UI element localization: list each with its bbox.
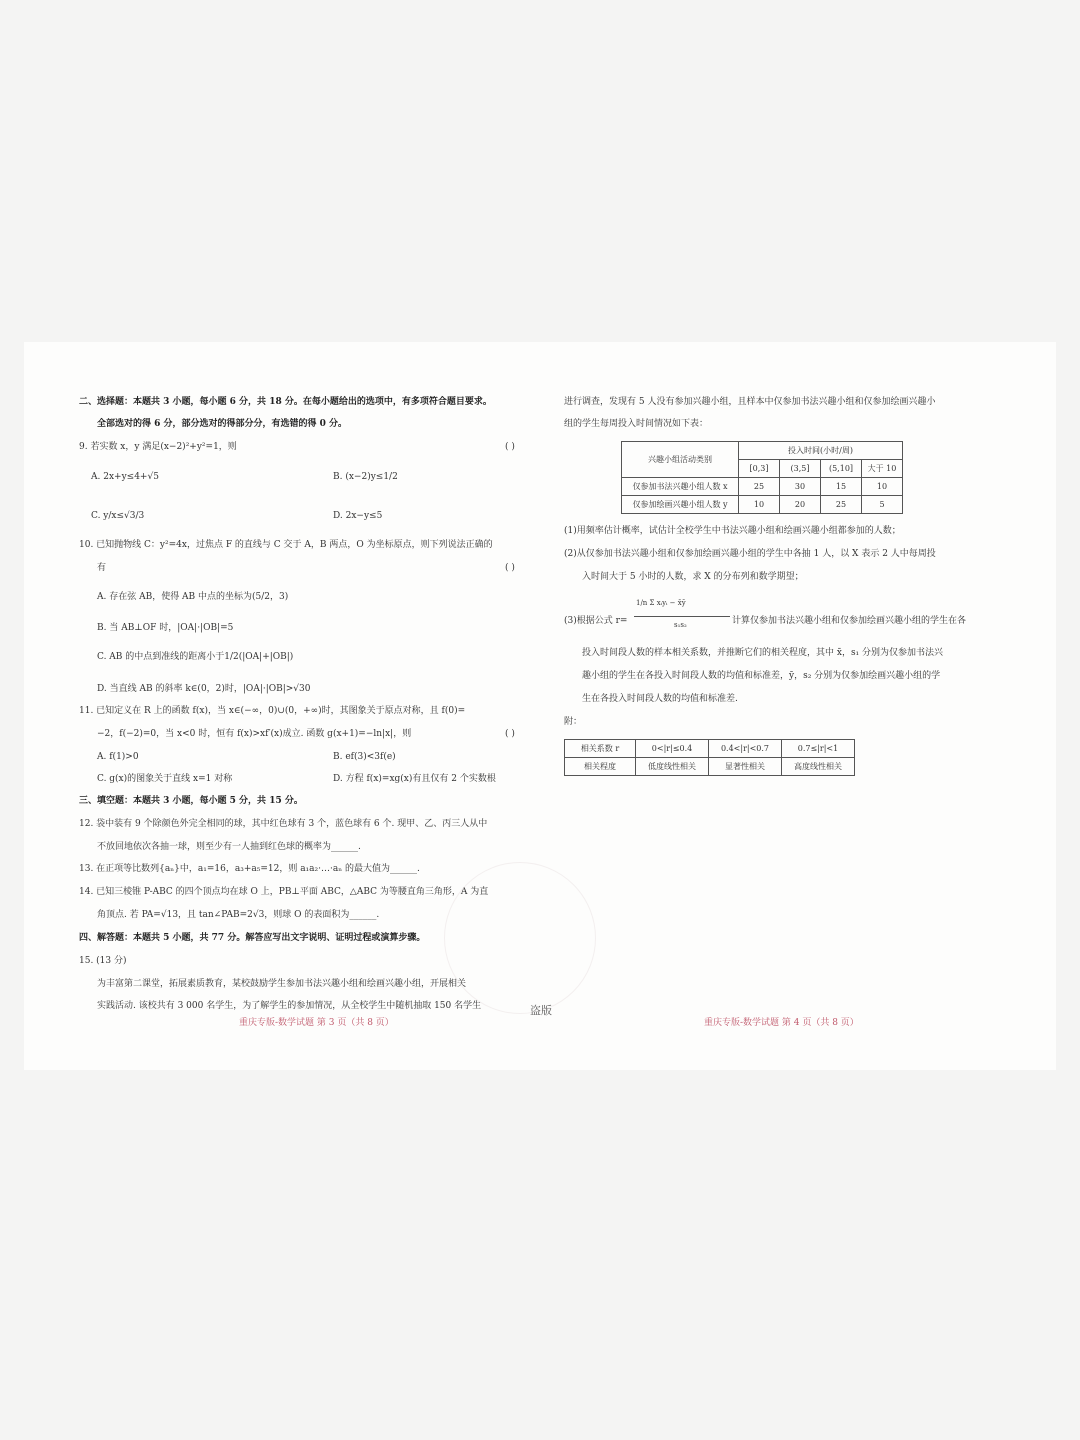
q11-option-a: A. f(1)>0 xyxy=(97,752,139,762)
q10-option-a: A. 存在弦 AB，使得 AB 中点的坐标为(5/2，3) xyxy=(97,592,289,602)
cell: 5 xyxy=(862,496,903,514)
cell: 0.7≤|r|<1 xyxy=(782,740,855,758)
answer-bracket: ( ) xyxy=(505,563,515,573)
q15-continued-line-2: 组的学生每周投入时间情况如下表： xyxy=(564,419,709,429)
answer-bracket: ( ) xyxy=(505,729,515,739)
table-row xyxy=(622,496,903,514)
q11-option-c: C. g(x)的图象关于直线 x=1 对称 xyxy=(97,774,233,784)
answer-bracket: ( ) xyxy=(505,442,515,452)
table-bin: (3,5] xyxy=(780,460,821,478)
table-bin: [0,3] xyxy=(739,460,780,478)
page-4 xyxy=(564,342,1064,1070)
q15-continued-line-1: 进行调查，发现有 5 人没有参加兴趣小组，且样本中仅参加书法兴趣小组和仅参加绘画兴趣小 xyxy=(564,397,936,407)
q10-option-d: D. 当直线 AB 的斜率 k∈(0，2)时，|OA|·|OB|>√30 xyxy=(97,684,311,694)
table-bin: (5,10] xyxy=(821,460,862,478)
exam-sheet xyxy=(24,342,1056,1070)
cell: 高度线性相关 xyxy=(782,758,855,776)
question-10-line-2: 有 xyxy=(97,563,107,573)
question-10-line-1: 10. 已知抛物线 C：y²=4x，过焦点 F 的直线与 C 交于 A，B 两点，O 为坐标原点，则下列说法正确的 xyxy=(79,540,493,550)
cell: 显著性相关 xyxy=(709,758,782,776)
cell: 20 xyxy=(780,496,821,514)
part-2-line-1: (2)从仅参加书法兴趣小组和仅参加绘画兴趣小组的学生中各抽 1 人，以 X 表示 2 人中每周投 xyxy=(564,549,936,559)
cell: 10 xyxy=(862,478,903,496)
q10-option-b: B. 当 AB⊥OF 时，|OA|·|OB|=5 xyxy=(97,623,234,633)
question-13: 13. 在正项等比数列{aₙ}中，a₁=16，a₃+a₅=12，则 a₁a₂·…·aₙ 的最大值为______. xyxy=(79,864,420,874)
time-distribution-table xyxy=(621,441,903,514)
piracy-stamp: 盗版 xyxy=(530,1004,552,1017)
correlation-table xyxy=(564,739,855,776)
q11-option-b: B. ef(3)<3f(e) xyxy=(333,752,396,762)
section-4-heading: 四、解答题：本题共 5 小题，共 77 分。解答应写出文字说明、证明过程或演算步骤。 xyxy=(79,933,426,943)
row-label: 仅参加书法兴趣小组人数 x xyxy=(622,478,739,496)
question-9: 9. 若实数 x，y 满足(x−2)²+y²=1，则 xyxy=(79,442,237,452)
cell: 30 xyxy=(780,478,821,496)
cell: 25 xyxy=(739,478,780,496)
q9-option-d: D. 2x−y≤5 xyxy=(333,511,383,521)
question-12-line-1: 12. 袋中装有 9 个除颜色外完全相同的球，其中红色球有 3 个，蓝色球有 6 个. 现甲、乙、丙三人从中 xyxy=(79,819,488,829)
section-2-heading: 二、选择题：本题共 3 小题，每小题 6 分，共 18 分。在每小题给出的选项中，有多项符合题目要求。 xyxy=(79,397,492,407)
cell: 低度线性相关 xyxy=(636,758,709,776)
cell: 15 xyxy=(821,478,862,496)
part-3-prefix: (3)根据公式 r= xyxy=(564,616,628,626)
table-header-time: 投入时间(小时/周) xyxy=(739,442,903,460)
formula-denominator: s₁s₂ xyxy=(674,621,687,629)
question-14-line-1: 14. 已知三棱锥 P-ABC 的四个顶点均在球 O 上，PB⊥平面 ABC，△ABC 为等腰直角三角形，A 为直 xyxy=(79,887,489,897)
question-14-line-2: 角顶点. 若 PA=√13，且 tan∠PAB=2√3，则球 O 的表面积为______. xyxy=(97,910,380,920)
page-4-footer: 重庆专版-数学试题 第 4 页（共 8 页） xyxy=(704,1018,859,1028)
q10-option-c: C. AB 的中点到准线的距离小于1/2(|OA|+|OB|) xyxy=(97,652,294,662)
part-2-line-2: 入时间大于 5 小时的人数，求 X 的分布列和数学期望； xyxy=(582,572,804,582)
row-label: 仅参加绘画兴趣小组人数 y xyxy=(622,496,739,514)
table-bin: 大于 10 xyxy=(862,460,903,478)
question-12-line-2: 不放回地依次各抽一球，则至少有一人抽到红色球的概率为______. xyxy=(97,842,361,852)
q9-option-c: C. y/x≤√3/3 xyxy=(91,511,145,521)
q9-option-b: B. (x−2)y≤1/2 xyxy=(333,472,398,482)
table-row xyxy=(565,740,855,758)
part-3-suffix: 计算仅参加书法兴趣小组和仅参加绘画兴趣小组的学生在各 xyxy=(732,616,967,626)
cell: 25 xyxy=(821,496,862,514)
section-3-heading: 三、填空题：本题共 3 小题，每小题 5 分，共 15 分。 xyxy=(79,796,303,806)
cell: 相关系数 r xyxy=(565,740,636,758)
q11-option-d: D. 方程 f(x)=xg(x)有且仅有 2 个实数根 xyxy=(333,774,496,784)
part-3-line-2: 投入时间段人数的样本相关系数，并推断它们的相关程度，其中 x̄，s₁ 分别为仅参加书法兴 xyxy=(582,648,944,658)
cell: 0.4<|r|<0.7 xyxy=(709,740,782,758)
appendix-label: 附： xyxy=(564,717,583,727)
question-11-line-1: 11. 已知定义在 R 上的函数 f(x)，当 x∈(−∞，0)∪(0，+∞)时，其图象关于原点对称，且 f(0)= xyxy=(79,706,466,716)
cell: 相关程度 xyxy=(565,758,636,776)
table-header-category: 兴趣小组活动类别 xyxy=(622,442,739,478)
part-1: (1)用频率估计概率，试估计全校学生中书法兴趣小组和绘画兴趣小组都参加的人数； xyxy=(564,526,901,536)
question-11-line-2: −2，f(−2)=0，当 x<0 时，恒有 f(x)>xf′(x)成立. 函数 g(x+1)=−ln|x|，则 xyxy=(97,729,412,739)
cell: 0<|r|≤0.4 xyxy=(636,740,709,758)
page-3-footer: 重庆专版-数学试题 第 3 页（共 8 页） xyxy=(239,1018,394,1028)
table-row xyxy=(622,478,903,496)
table-row xyxy=(565,758,855,776)
question-15-line-2: 实践活动. 该校共有 3 000 名学生，为了解学生的参加情况，从全校学生中随机抽取 150 名学生 xyxy=(97,1001,482,1011)
question-15-line-1: 为丰富第二课堂，拓展素质教育，某校鼓励学生参加书法兴趣小组和绘画兴趣小组，开展相关 xyxy=(97,979,467,989)
fraction-bar xyxy=(634,616,730,617)
question-15-title: 15. (13 分) xyxy=(79,956,127,966)
cell: 10 xyxy=(739,496,780,514)
part-3-line-4: 生在各投入时间段人数的均值和标准差. xyxy=(582,694,738,704)
formula-numerator: 1/n Σ xᵢyᵢ − x̄ȳ xyxy=(636,599,686,607)
q9-option-a: A. 2x+y≤4+√5 xyxy=(91,472,159,482)
part-3-line-3: 趣小组的学生在各投入时间段人数的均值和标准差，ȳ，s₂ 分别为仅参加绘画兴趣小组的学 xyxy=(582,671,941,681)
section-2-note: 全部选对的得 6 分，部分选对的得部分分，有选错的得 0 分。 xyxy=(97,419,348,429)
